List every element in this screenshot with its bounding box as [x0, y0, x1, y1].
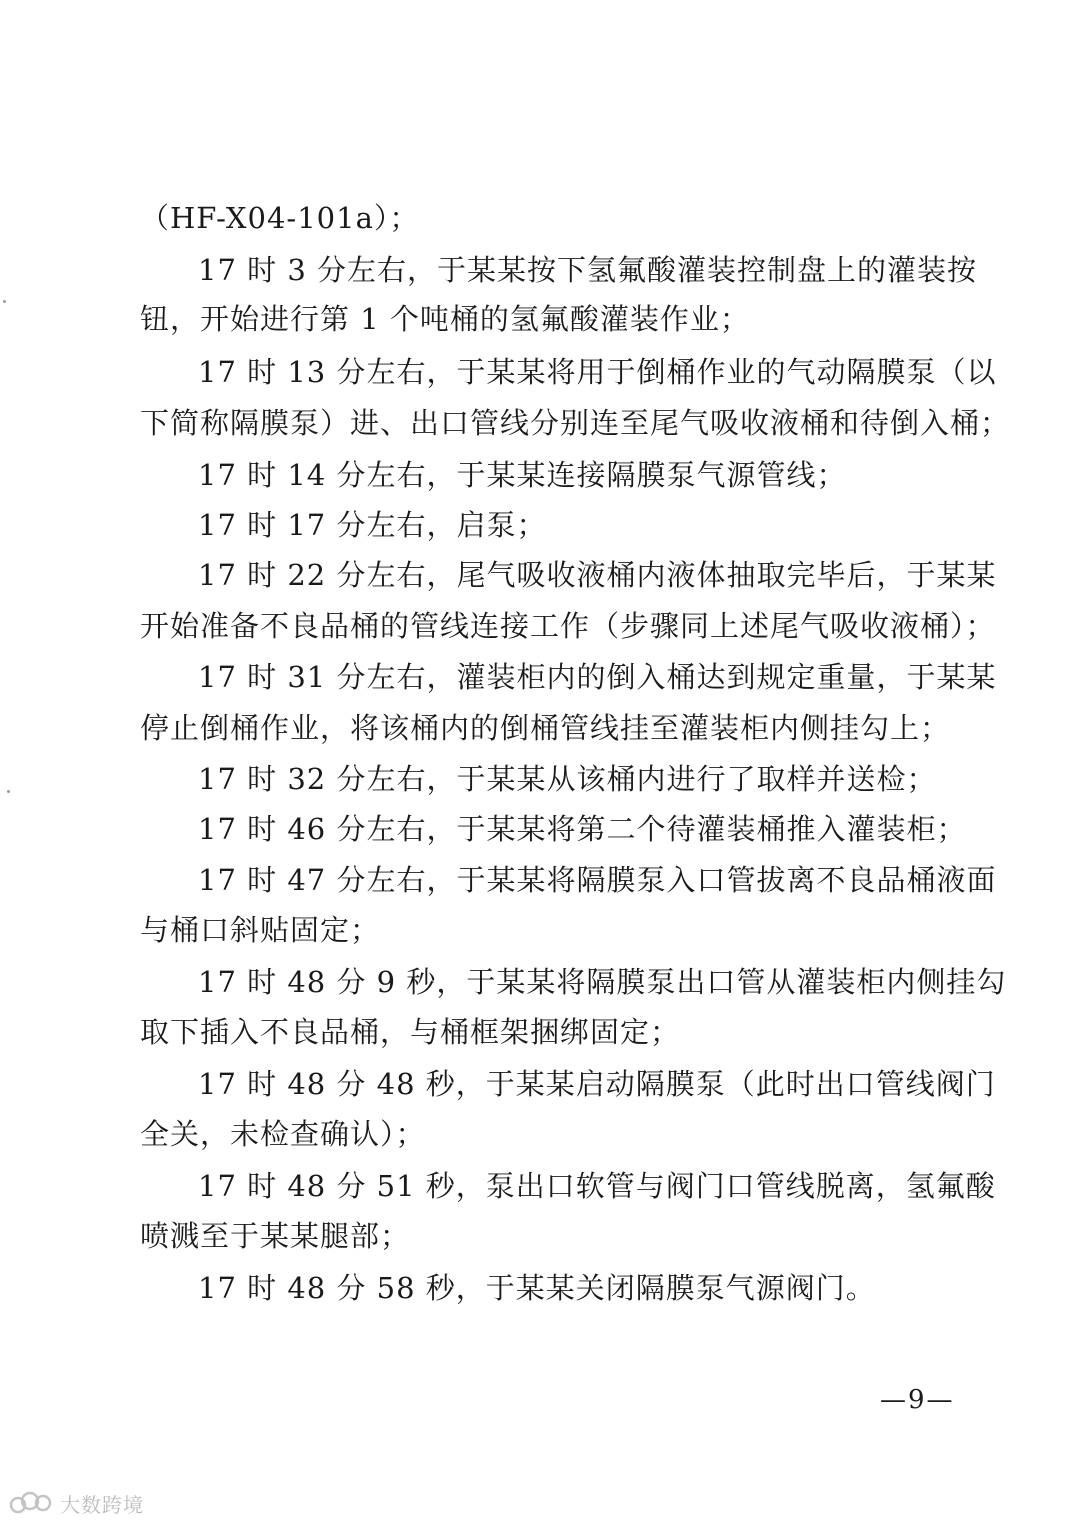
text-line: 17 时 13 分左右，于某某将用于倒桶作业的气动隔膜泵（以: [198, 355, 997, 389]
text-line: （HF-X04-101a）；: [140, 201, 420, 235]
watermark-logo-icon: [8, 1489, 54, 1517]
text-line: 17 时 48 分 51 秒，泵出口软管与阀门口管线脱离，氢氟酸: [198, 1169, 996, 1203]
text-line: 17 时 48 分 58 秒，于某某关闭隔膜泵气源阀门。: [198, 1271, 876, 1305]
text-line: 17 时 48 分 9 秒，于某某将隔膜泵出口管从灌装柜内侧挂勾: [198, 965, 1007, 999]
text-line: 与桶口斜贴固定；: [140, 913, 381, 947]
page-number: —9—: [880, 1385, 955, 1415]
text-line: 17 时 46 分左右，于某某将第二个待灌装桶推入灌装柜；: [198, 812, 967, 846]
text-line: 17 时 17 分左右，启泵；: [198, 508, 547, 542]
text-line: 下简称隔膜泵）进、出口管线分别连至尾气吸收液桶和待倒入桶；: [140, 406, 1011, 440]
text-line: 停止倒桶作业，将该桶内的倒桶管线挂至灌装柜内侧挂勾上；: [140, 711, 951, 745]
watermark-text: 大数跨境: [60, 1492, 144, 1517]
text-line: 17 时 47 分左右，于某某将隔膜泵入口管拔离不良品桶液面: [198, 863, 997, 897]
text-line: 取下插入不良品桶，与桶框架捆绑固定；: [140, 1015, 681, 1049]
scan-speck: [3, 300, 6, 303]
text-line: 17 时 3 分左右，于某某按下氢氟酸灌装控制盘上的灌装按: [198, 253, 978, 287]
text-line: 17 时 32 分左右，于某某从该桶内进行了取样并送检；: [198, 762, 937, 796]
text-line: 17 时 48 分 48 秒，于某某启动隔膜泵（此时出口管线阀门: [198, 1067, 996, 1101]
text-line: 全关，未检查确认）；: [140, 1117, 426, 1151]
text-line: 钮，开始进行第 1 个吨桶的氢氟酸灌装作业；: [140, 302, 750, 336]
text-line: 喷溅至于某某腿部；: [140, 1219, 411, 1253]
scan-speck: [7, 790, 10, 793]
text-line: 开始准备不良品桶的管线连接工作（步骤同上述尾气吸收液桶）；: [140, 609, 996, 643]
text-line: 17 时 22 分左右，尾气吸收液桶内液体抽取完毕后，于某某: [198, 558, 997, 592]
watermark: [8, 1488, 144, 1518]
text-line: 17 时 14 分左右，于某某连接隔膜泵气源管线；: [198, 458, 847, 492]
text-line: 17 时 31 分左右，灌装柜内的倒入桶达到规定重量，于某某: [198, 660, 997, 694]
